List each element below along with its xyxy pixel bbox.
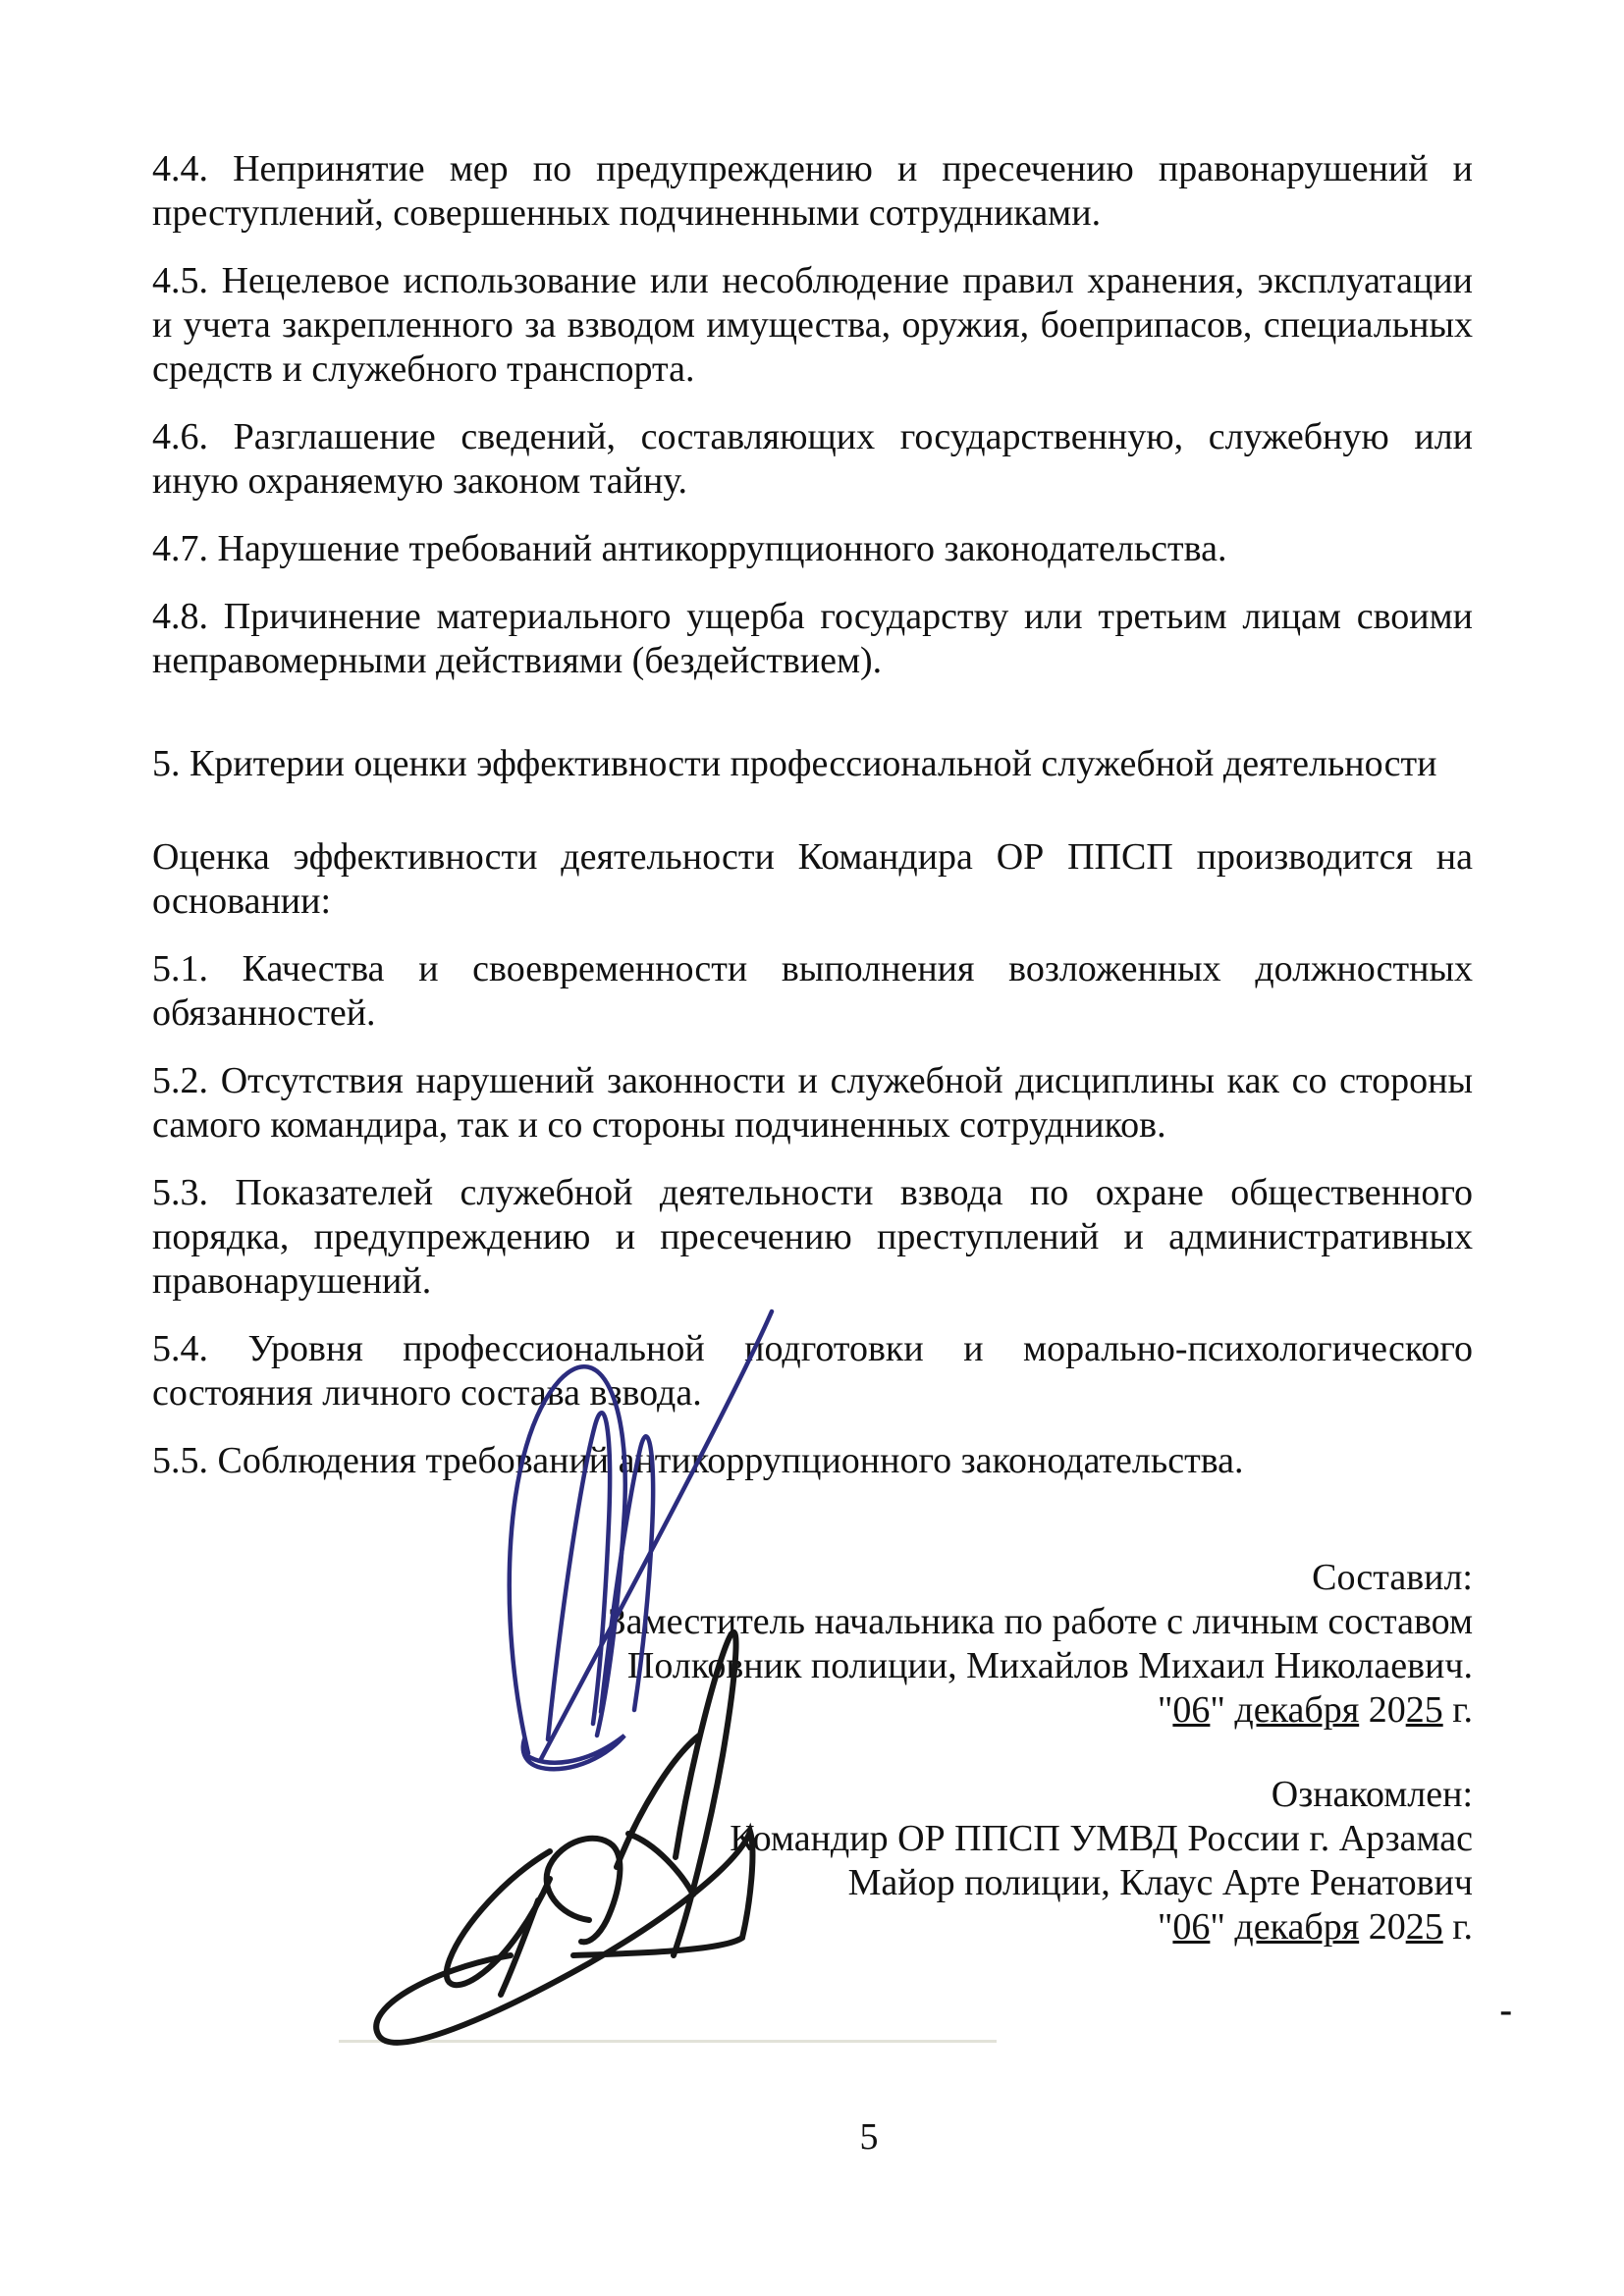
criterion-5-3: 5.3. Показателей служебной деятельности взвода по охране общественного порядка, предупреждению и пресечению преступлений и административных правонарушений. <box>152 1172 1473 1302</box>
acknowledged-date: "06" декабря 2025 г. <box>1157 1906 1473 1948</box>
page-number: 5 <box>859 2116 879 2158</box>
clause-4-4: 4.4. Непринятие мер по предупреждению и пресечению правонарушений и преступлений, совершенных подчиненными сотрудниками. <box>152 148 1473 234</box>
clause-4-5: 4.5. Нецелевое использование или несоблюдение правил хранения, эксплуатации и учета закрепленного за взводом имущества, оружия, боеприпасов, специальных средств и служебного транспорта. <box>152 260 1473 390</box>
criterion-5-1: 5.1. Качества и своевременности выполнения возложенных должностных обязанностей. <box>152 948 1473 1034</box>
signature-image-edge-line <box>339 2040 997 2043</box>
section-5-intro: Оценка эффективности деятельности Командира ОР ППСП производится на основании: <box>152 836 1473 922</box>
clause-4-6: 4.6. Разглашение сведений, составляющих государственную, служебную или иную охраняемую законом тайну. <box>152 416 1473 502</box>
acknowledged-name: Майор полиции, Клаус Арте Ренатович <box>847 1862 1473 1903</box>
criterion-5-4: 5.4. Уровня профессиональной подготовки и морально-психологического состояния личного состава взвода. <box>152 1328 1473 1414</box>
composed-by-name: Полковник полиции, Михайлов Михаил Николаевич. <box>626 1645 1473 1686</box>
criterion-5-5: 5.5. Соблюдения требований антикоррупционного законодательства. <box>152 1440 1244 1481</box>
clause-4-7: 4.7. Нарушение требований антикоррупционного законодательства. <box>152 528 1227 569</box>
section-5-heading: 5. Критерии оценки эффективности профессиональной служебной деятельности <box>152 743 1437 784</box>
acknowledged-block <box>152 1773 1473 1949</box>
acknowledged-label: Ознакомлен: <box>1271 1774 1473 1815</box>
clause-4-8: 4.8. Причинение материального ущерба государству или третьим лицам своими неправомерными действиями (бездействием). <box>152 596 1473 681</box>
acknowledged-position: Командир ОР ППСП УМВД России г. Арзамас <box>730 1818 1473 1859</box>
composed-by-date: "06" декабря 2025 г. <box>1157 1689 1473 1731</box>
trailing-dash: - <box>1499 1990 1512 2031</box>
criterion-5-2: 5.2. Отсутствия нарушений законности и служебной дисциплины как со стороны самого командира, так и со стороны подчиненных сотрудников. <box>152 1060 1473 1146</box>
composed-by-label: Составил: <box>1312 1557 1473 1598</box>
composed-by-position: Заместитель начальника по работе с личным составом <box>607 1601 1473 1642</box>
composed-by-block <box>152 1556 1473 1733</box>
